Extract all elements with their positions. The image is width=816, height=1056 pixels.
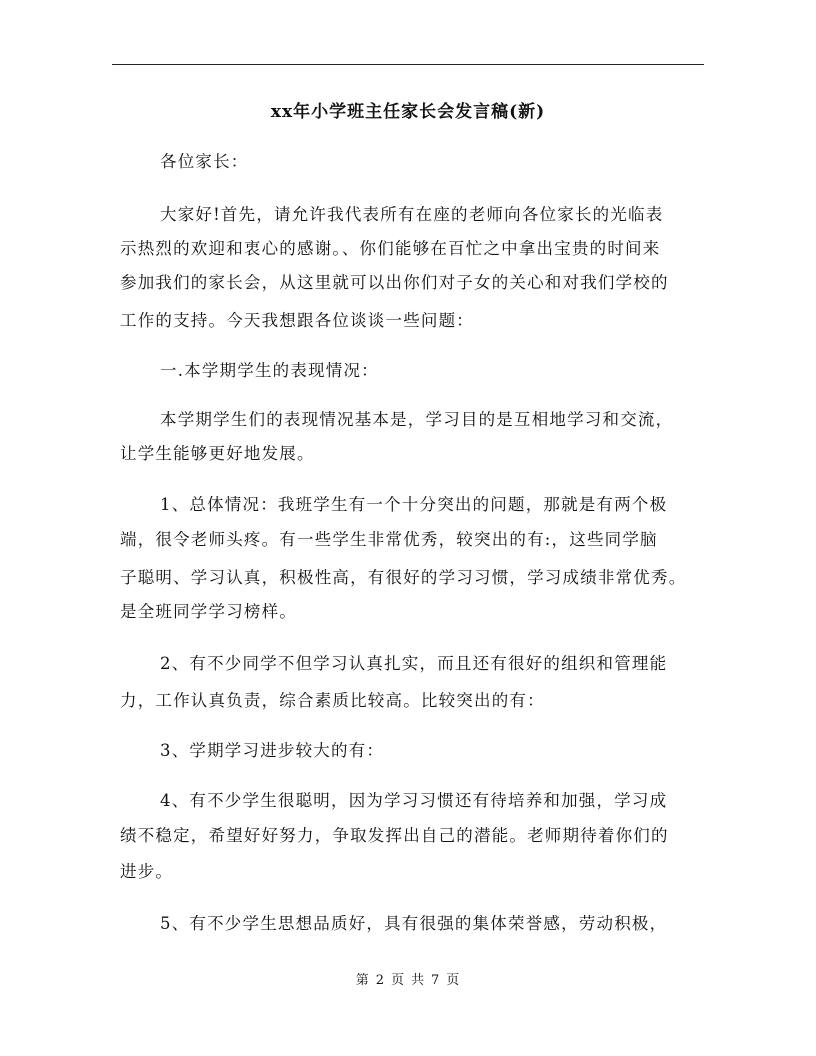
paragraph-line: 子聪明、学习认真，积极性高，有很好的学习习惯，学习成绩非常优秀。: [120, 568, 687, 587]
paragraph-line: 1、总体情况：我班学生有一个十分突出的问题，那就是有两个极: [160, 495, 668, 514]
page-footer: [0, 972, 816, 990]
section-heading: 一.本学期学生的表现情况：: [160, 361, 379, 380]
footer-page-number: 2: [375, 973, 385, 988]
document-title: xx年小学班主任家长会发言稿(新): [270, 102, 546, 122]
footer-total-unit: 页: [446, 973, 461, 988]
footer-total-label: 共: [411, 973, 426, 988]
footer-total-pages: 7: [431, 973, 441, 988]
paragraph-line: 进步。: [120, 862, 174, 881]
paragraph-line: 大家好!首先，请允许我代表所有在座的老师向各位家长的光临表: [160, 205, 664, 224]
paragraph-line: 2、有不少同学不但学习认真扎实，而且还有很好的组织和管理能: [160, 654, 668, 673]
paragraph-line: 是全班同学学习榜样。: [120, 602, 297, 621]
paragraph-line: 4、有不少学生很聪明，因为学习习惯还有待培养和加强，学习成: [160, 791, 668, 810]
paragraph-line: 本学期学生们的表现情况基本是，学习目的是互相地学习和交流，: [160, 410, 674, 429]
paragraph-line: 示热烈的欢迎和衷心的感谢。、你们能够在百忙之中拿出宝贵的时间来: [120, 239, 661, 258]
paragraph-line: 工作的支持。今天我想跟各位谈谈一些问题：: [120, 311, 474, 330]
salutation: 各位家长：: [160, 152, 249, 171]
paragraph-line: 绩不稳定，希望好好努力，争取发挥出自己的潜能。老师期待着你们的: [120, 826, 669, 845]
paragraph-line: 3、学期学习进步较大的有：: [160, 741, 385, 760]
paragraph-line: 让学生能够更好地发展。: [120, 444, 315, 463]
footer-page-unit: 页: [390, 973, 405, 988]
paragraph-line: 参加我们的家长会，从这里就可以出你们对子女的关心和对我们学校的: [120, 273, 669, 292]
footer-page-prefix: 第: [355, 973, 370, 988]
paragraph-line: 5、有不少学生思想品质好，具有很强的集体荣誉感，劳动积极，: [160, 914, 668, 933]
paragraph-line: 力，工作认真负责，综合素质比较高。比较突出的有：: [120, 691, 545, 710]
paragraph-line: 端，很令老师头疼。有一些学生非常优秀，较突出的有:，这些同学脑: [120, 530, 658, 549]
header-rule: [112, 64, 704, 65]
